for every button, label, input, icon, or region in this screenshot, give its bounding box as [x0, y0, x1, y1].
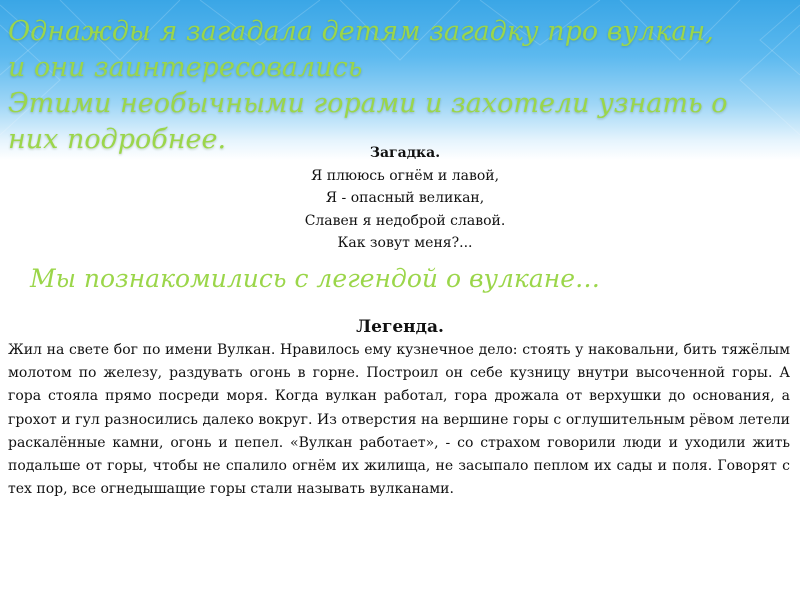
riddle-line: Я - опасный великан,: [325, 190, 485, 206]
legend-text: Жил на свете бог по имени Вулкан. Нравилось ему кузнечное дело: стоять у наковальни, бить тяжёлым молотом по железу, раздувать огонь в горне. Построил он себе кузницу внутри высоченной горы. А гора стояла прямо посреди моря. Когда вулкан работал, гора дрожала от верхушки до основания, а грохот и гул разносились далеко вокруг. Из отверстия на вершине горы с оглушительным рёвом летели раскалённые камни, огонь и пепел. «Вулкан работает», - со страхом говорили люди и уходили жить подальше от горы, чтобы не спалило огнём их жилища, не засыпало пеплом их сады и поля. Говорят с тех пор, все огнедышащие горы стали называть вулканами.: [8, 342, 790, 498]
intro-line-2: Этими необычными горами и захотели узнать о них подробнее.: [8, 88, 728, 155]
intro-text: [8, 14, 738, 158]
legend-title: Легенда.: [356, 317, 444, 337]
riddle-line: Славен я недоброй славой.: [304, 212, 506, 229]
intro-line-1: Однажды я загадала детям загадку про вулкан, и они заинтересовались: [8, 16, 714, 83]
legend-intro-heading: Мы познакомились с легендой о вулкане…: [30, 264, 601, 293]
riddle-line: Как зовут меня?...: [337, 235, 473, 251]
riddle-title: Загадка.: [369, 145, 441, 161]
riddle-line: Я плююсь огнём и лавой,: [310, 167, 500, 184]
riddle-block: [200, 142, 610, 255]
